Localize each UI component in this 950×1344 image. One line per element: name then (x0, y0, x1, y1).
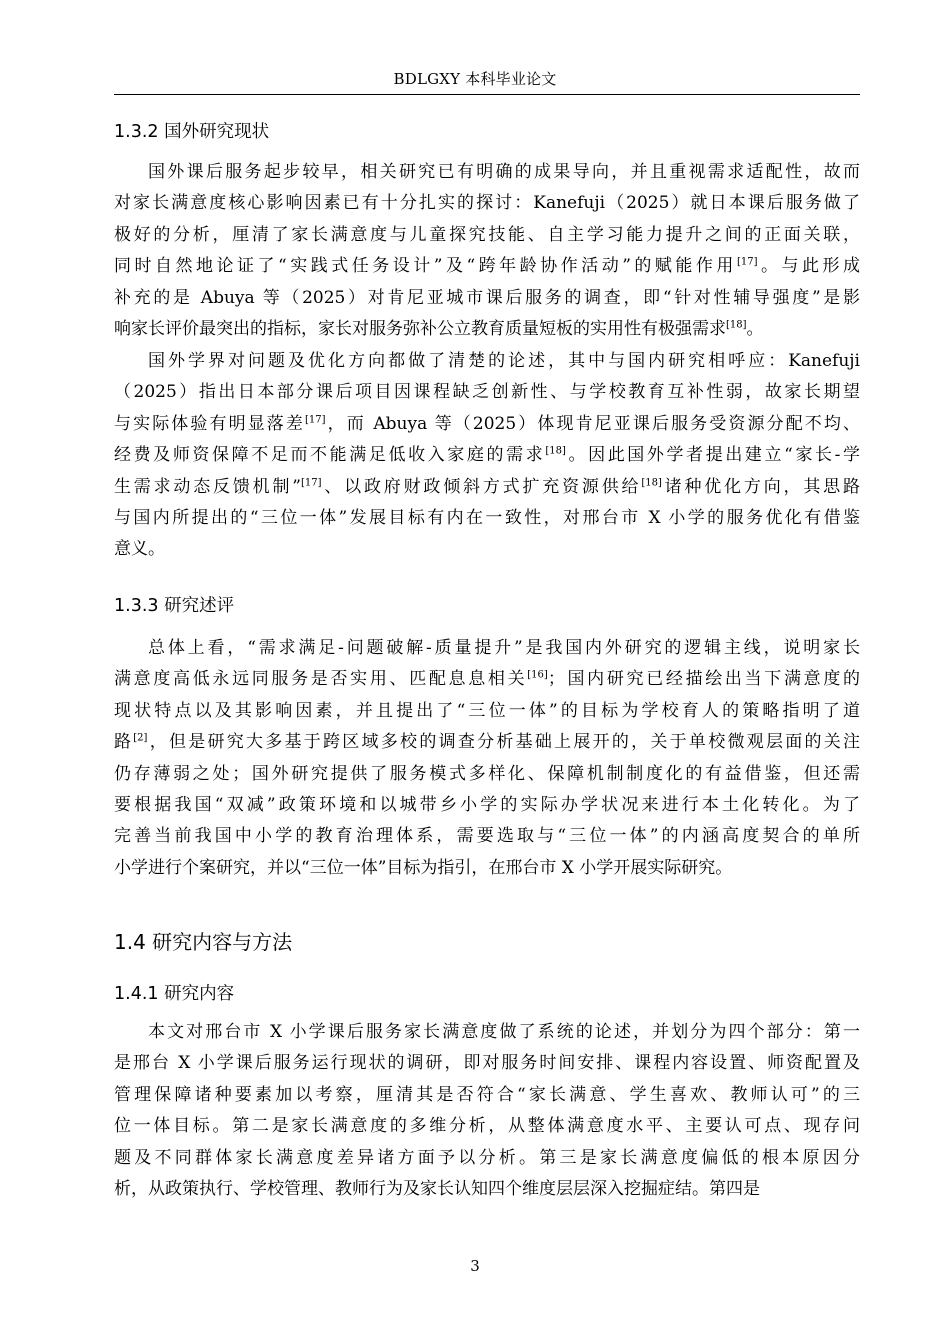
text-line: 管理保障诸种要素加以考察，厘清其是否符合“家长满意、学生喜欢、教师认可”的三 (114, 1084, 860, 1105)
text-line: 小学进行个案研究，并以“三位一体”目标为指引，在邢台市 X 小学开展实际研究。 (114, 857, 733, 878)
text-line: 对家长满意度核心影响因素已有十分扎实的探讨：Kanefuji（2025）就日本课后服务做了 (114, 193, 860, 214)
text-span: ；国内研究已经描绘出当下满意度的 (547, 669, 861, 690)
text-line: 国外课后服务起步较早，相关研究已有明确的成果导向，并且重视需求适配性，故而 (148, 162, 860, 182)
text-line: 现状特点以及其影响因素，并且提出了“三位一体”的目标为学校育人的策略指明了道 (114, 700, 860, 721)
text-line (114, 664, 860, 695)
text-line: （2025）指出日本部分课后项目因课程缺乏创新性、与学校教育互补性弱，故家长期望 (114, 382, 860, 403)
text-span: 与实际体验有明显落差 (114, 413, 306, 434)
text-line: 要根据我国“双减”政策环境和以城带乡小学的实际办学状况来进行本土化转化。为了 (114, 794, 860, 815)
text-span: 。因此国外学者提出建立“家长-学 (565, 445, 861, 466)
text-line: 完善当前我国中小学的教育治理体系，需要选取与“三位一体”的内涵高度契合的单所 (114, 826, 860, 847)
text-line: 仍存薄弱之处；国外研究提供了服务模式多样化、保障机制制度化的有益借鉴，但还需 (114, 763, 860, 784)
text-line: 国外学界对问题及优化方向都做了清楚的论述，其中与国内研究相呼应：Kanefuji (148, 351, 860, 371)
text-span: 经费及师资保障不足而不能满足低收入家庭的需求 (114, 445, 546, 466)
text-line: 是邢台 X 小学课后服务运行现状的调研，即对服务时间安排、课程内容设置、师资配置及 (114, 1053, 860, 1074)
paragraph-research-content (114, 1017, 860, 1205)
text-line: 位一体目标。第二是家长满意度的多维分析，从整体满意度水平、主要认可点、现存问 (114, 1116, 860, 1137)
citation-ref: [16] (527, 669, 548, 681)
text-line: 意义。 (114, 539, 165, 560)
text-line (114, 440, 860, 471)
paragraph-foreign-problems (114, 346, 860, 566)
citation-ref: [18] (641, 476, 662, 488)
text-span: 响家长评价最突出的指标，家长对服务弥补公立教育质量短板的实用性有极强需求 (114, 318, 726, 339)
text-line (114, 409, 860, 440)
text-line: 与国内所提出的“三位一体”发展目标有内在一致性，对邢台市 X 小学的服务优化有借鉴 (114, 507, 860, 528)
text-line: 极好的分析，厘清了家长满意度与儿童探究技能、自主学习能力提升之间的正面关联， (114, 224, 860, 245)
text-line: 总体上看，“需求满足-问题破解-质量提升”是我国内外研究的逻辑主线，说明家长 (148, 638, 860, 658)
citation-ref: [17] (301, 476, 322, 488)
section-heading-1-4: 1.4 研究内容与方法 (114, 930, 293, 954)
text-span: 生需求动态反馈机制” (114, 476, 301, 497)
text-line (114, 727, 860, 758)
text-span: 。与此形成 (757, 256, 861, 277)
text-line (114, 472, 860, 503)
citation-ref: [18] (545, 445, 566, 457)
text-span: 满意度高低永远同服务是否实用、匹配息息相关 (114, 669, 528, 690)
text-line (114, 251, 860, 282)
text-line (114, 314, 860, 345)
text-span: ，但是研究大多基于跨区域多校的调查分析基础上展开的，关于单校微观层面的关注 (147, 732, 861, 753)
text-span: 、以政府财政倾斜方式扩充资源供给 (321, 476, 642, 497)
paragraph-foreign-status (114, 157, 860, 345)
text-span: 诸种优化方向，其思路 (661, 476, 860, 497)
citation-ref: [17] (305, 414, 326, 426)
text-line: 补充的是 Abuya 等（2025）对肯尼亚城市课后服务的调查，即“针对性辅导强度”是影 (114, 287, 860, 308)
citation-ref: [18] (726, 319, 747, 331)
text-line: 本文对邢台市 X 小学课后服务家长满意度做了系统的论述，并划分为四个部分：第一 (148, 1022, 860, 1042)
paragraph-review (114, 633, 860, 884)
text-span: 同时自然地论证了“实践式任务设计”及“跨年龄协作活动”的赋能作用 (114, 256, 737, 277)
text-line: 析，从政策执行、学校管理、教师行为及家长认知四个维度层层深入挖掘症结。第四是 (114, 1178, 760, 1199)
section-heading-1-3-2: 1.3.2 国外研究现状 (114, 122, 270, 142)
citation-ref: [17] (736, 256, 758, 268)
text-line: 题及不同群体家长满意度差异诸方面予以分析。第三是家长满意度偏低的根本原因分 (114, 1147, 860, 1168)
section-heading-1-4-1: 1.4.1 研究内容 (114, 984, 235, 1004)
text-span: 路 (114, 732, 134, 753)
text-span: ，而 Abuya 等（2025）体现肯尼亚课后服务受资源分配不均、 (325, 413, 860, 434)
citation-ref: [2] (133, 732, 148, 744)
text-span: 。 (746, 318, 764, 339)
section-heading-1-3-3: 1.3.3 研究述评 (114, 596, 235, 616)
header-rule (114, 94, 860, 95)
page-number: 3 (470, 1257, 480, 1275)
running-header: BDLGXY 本科毕业论文 (393, 70, 557, 88)
